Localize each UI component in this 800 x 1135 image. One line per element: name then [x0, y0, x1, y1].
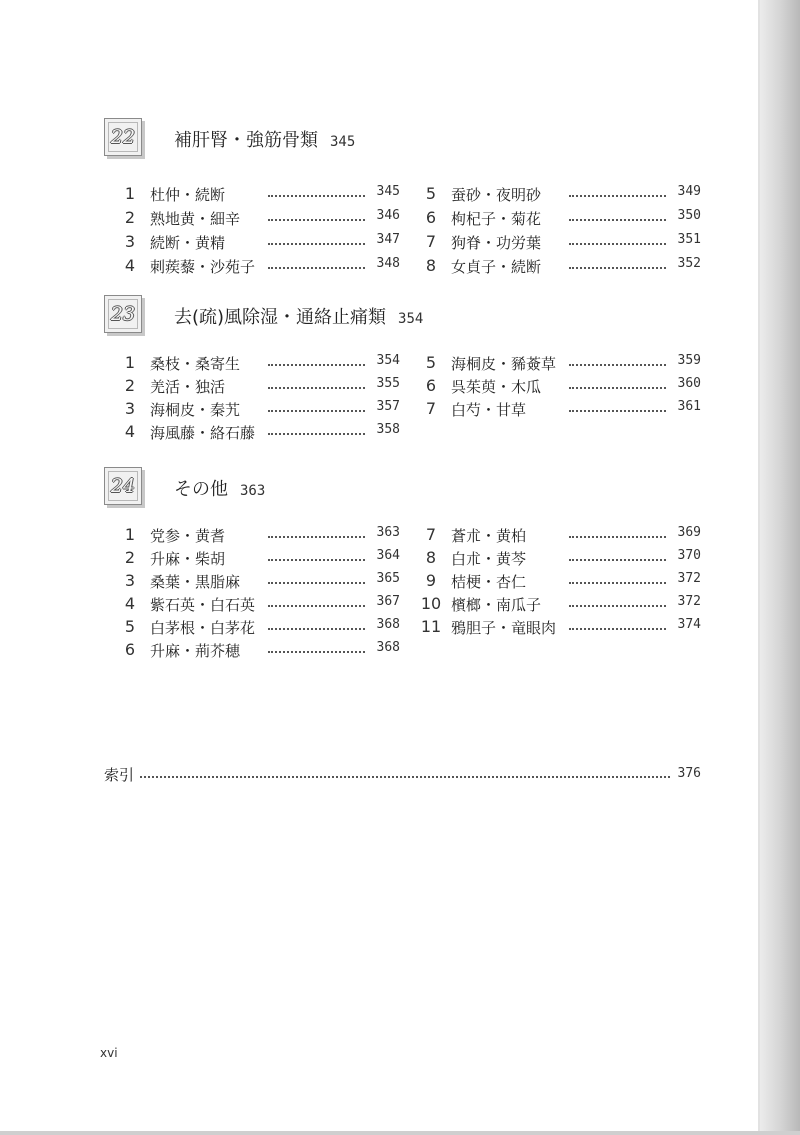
entry-number: 2 — [124, 548, 136, 567]
chapter-number: 24 — [108, 471, 138, 501]
entry-page: 352 — [677, 256, 701, 271]
page-bottom-edge — [0, 1131, 800, 1135]
entry-number: 7 — [425, 525, 437, 544]
entry-page: 350 — [677, 208, 701, 223]
entry-number: 9 — [425, 571, 437, 590]
entry-number: 7 — [425, 399, 437, 418]
entry-title: 刺蒺藜・沙苑子 — [150, 258, 256, 276]
entry-page: 347 — [376, 232, 400, 247]
toc-entry[interactable] — [419, 184, 701, 204]
toc-entry[interactable] — [118, 184, 400, 204]
leader-dots — [569, 582, 666, 584]
entry-title: 蒼朮・黄柏 — [451, 527, 527, 545]
entry-title: 海桐皮・秦艽 — [150, 401, 241, 419]
leader-dots — [268, 605, 365, 607]
entry-number: 7 — [425, 232, 437, 251]
entry-title: 海桐皮・豨薟草 — [451, 355, 557, 373]
entry-number: 8 — [425, 256, 437, 275]
entry-page: 357 — [376, 399, 400, 414]
entry-number: 5 — [124, 617, 136, 636]
entry-number: 4 — [124, 422, 136, 441]
entry-number: 6 — [425, 208, 437, 227]
entry-title: 桑葉・黒脂麻 — [150, 573, 241, 591]
toc-entry[interactable] — [118, 617, 400, 637]
leader-dots — [569, 364, 666, 366]
entry-number: 3 — [124, 399, 136, 418]
toc-entry[interactable] — [118, 571, 400, 591]
entry-number: 3 — [124, 571, 136, 590]
section-header — [104, 295, 704, 335]
entry-title: 熟地黄・細辛 — [150, 210, 241, 228]
entry-number: 4 — [124, 594, 136, 613]
leader-dots — [569, 628, 666, 630]
toc-entry[interactable] — [118, 376, 400, 396]
index-entry[interactable] — [104, 764, 701, 786]
entry-page: 372 — [677, 571, 701, 586]
section-23 — [0, 295, 760, 455]
entry-title: 呉茱萸・木瓜 — [451, 378, 542, 396]
entry-number: 2 — [124, 208, 136, 227]
toc-entry[interactable] — [419, 256, 701, 276]
leader-dots — [569, 195, 666, 197]
entry-page: 363 — [376, 525, 400, 540]
entry-number: 2 — [124, 376, 136, 395]
entry-title: 桔梗・杏仁 — [451, 573, 527, 591]
leader-dots — [268, 243, 365, 245]
leader-dots — [140, 776, 670, 778]
entry-page: 367 — [376, 594, 400, 609]
entry-page: 359 — [677, 353, 701, 368]
section-title-text: 補肝腎・強筋骨類 — [174, 130, 318, 151]
entry-title: 紫石英・白石英 — [150, 596, 256, 614]
chapter-number: 23 — [108, 299, 138, 329]
chapter-number-badge — [104, 467, 142, 505]
entry-title: 鴉胆子・竜眼肉 — [451, 619, 557, 637]
entry-title: 升麻・柴胡 — [150, 550, 226, 568]
entry-number: 3 — [124, 232, 136, 251]
section-title-text: その他 — [174, 479, 228, 500]
entry-title: 海風藤・絡石藤 — [150, 424, 256, 442]
toc-entry[interactable] — [419, 232, 701, 252]
leader-dots — [268, 582, 365, 584]
section-header — [104, 467, 704, 507]
entry-page: 368 — [376, 640, 400, 655]
entry-title: 杜仲・続断 — [150, 186, 226, 204]
entry-page: 354 — [376, 353, 400, 368]
entry-page: 368 — [376, 617, 400, 632]
section-22 — [0, 118, 760, 278]
entry-page: 355 — [376, 376, 400, 391]
entry-title: 党参・黄耆 — [150, 527, 226, 545]
entry-title: 白芍・甘草 — [451, 401, 527, 419]
entry-page: 365 — [376, 571, 400, 586]
leader-dots — [268, 433, 365, 435]
entry-title: 狗脊・功労葉 — [451, 234, 542, 252]
entry-title: 女貞子・続断 — [451, 258, 542, 276]
leader-dots — [268, 364, 365, 366]
entry-page: 361 — [677, 399, 701, 414]
entry-number: 4 — [124, 256, 136, 275]
toc-entry[interactable] — [419, 353, 701, 373]
entry-number: 8 — [425, 548, 437, 567]
toc-entry[interactable] — [419, 571, 701, 591]
entry-title: 羌活・独活 — [150, 378, 226, 396]
section-page-number: 345 — [330, 134, 356, 150]
section-24 — [0, 467, 760, 667]
entry-page: 369 — [677, 525, 701, 540]
section-title — [174, 475, 265, 501]
toc-entry[interactable] — [419, 399, 701, 419]
entry-title: 蚕砂・夜明砂 — [451, 186, 542, 204]
page-folio: xvi — [100, 1046, 118, 1060]
leader-dots — [268, 651, 365, 653]
entry-title: 白朮・黄芩 — [451, 550, 527, 568]
entry-page: 358 — [376, 422, 400, 437]
toc-entry[interactable] — [118, 548, 400, 568]
section-title-text: 去(疏)風除湿・通絡止痛類 — [174, 307, 387, 328]
leader-dots — [569, 536, 666, 538]
entry-title: 続断・黄精 — [150, 234, 226, 252]
entry-title: 白茅根・白茅花 — [150, 619, 256, 637]
leader-dots — [268, 536, 365, 538]
leader-dots — [569, 267, 666, 269]
leader-dots — [268, 559, 365, 561]
toc-entry[interactable] — [118, 525, 400, 545]
index-page: 376 — [677, 766, 701, 781]
toc-entry[interactable] — [118, 256, 400, 276]
entry-number: 1 — [124, 353, 136, 372]
entry-number: 1 — [124, 184, 136, 203]
section-title — [174, 303, 423, 329]
entry-page: 348 — [376, 256, 400, 271]
toc-entry[interactable] — [419, 548, 701, 568]
entry-number: 6 — [425, 376, 437, 395]
entry-number: 10 — [420, 594, 442, 613]
page-edge — [758, 0, 800, 1135]
section-title — [174, 126, 355, 152]
toc-entry[interactable] — [118, 232, 400, 252]
leader-dots — [268, 628, 365, 630]
leader-dots — [569, 219, 666, 221]
entry-title: 桑枝・桑寄生 — [150, 355, 241, 373]
entry-page: 374 — [677, 617, 701, 632]
toc-entry[interactable] — [118, 399, 400, 419]
leader-dots — [569, 387, 666, 389]
entry-number: 1 — [124, 525, 136, 544]
leader-dots — [268, 219, 365, 221]
entry-page: 345 — [376, 184, 400, 199]
index-label: 索引 — [104, 766, 135, 784]
leader-dots — [268, 387, 365, 389]
entry-page: 370 — [677, 548, 701, 563]
entry-title: 檳榔・南瓜子 — [451, 596, 542, 614]
toc-entry[interactable] — [118, 353, 400, 373]
entry-page: 360 — [677, 376, 701, 391]
leader-dots — [268, 195, 365, 197]
toc-entry[interactable] — [419, 376, 701, 396]
toc-entry[interactable] — [419, 594, 701, 614]
chapter-number-badge — [104, 295, 142, 333]
section-page-number: 363 — [240, 483, 266, 499]
leader-dots — [569, 243, 666, 245]
section-page-number: 354 — [398, 311, 424, 327]
entry-title: 升麻・荊芥穂 — [150, 642, 241, 660]
entry-number: 11 — [420, 617, 442, 636]
entry-title: 枸杞子・菊花 — [451, 210, 542, 228]
toc-entry[interactable] — [419, 617, 701, 637]
entry-page: 349 — [677, 184, 701, 199]
leader-dots — [268, 410, 365, 412]
leader-dots — [569, 559, 666, 561]
toc-entry[interactable] — [419, 208, 701, 228]
leader-dots — [268, 267, 365, 269]
toc-entry[interactable] — [118, 594, 400, 614]
toc-entry[interactable] — [419, 525, 701, 545]
chapter-number-badge — [104, 118, 142, 156]
entry-page: 364 — [376, 548, 400, 563]
entry-page: 346 — [376, 208, 400, 223]
entry-number: 6 — [124, 640, 136, 659]
toc-entry[interactable] — [118, 208, 400, 228]
entry-number: 5 — [425, 184, 437, 203]
section-header — [104, 118, 704, 158]
entry-number: 5 — [425, 353, 437, 372]
toc-entry[interactable] — [118, 422, 400, 442]
leader-dots — [569, 605, 666, 607]
toc-entry[interactable] — [118, 640, 400, 660]
entry-page: 372 — [677, 594, 701, 609]
leader-dots — [569, 410, 666, 412]
entry-page: 351 — [677, 232, 701, 247]
chapter-number: 22 — [108, 122, 138, 152]
